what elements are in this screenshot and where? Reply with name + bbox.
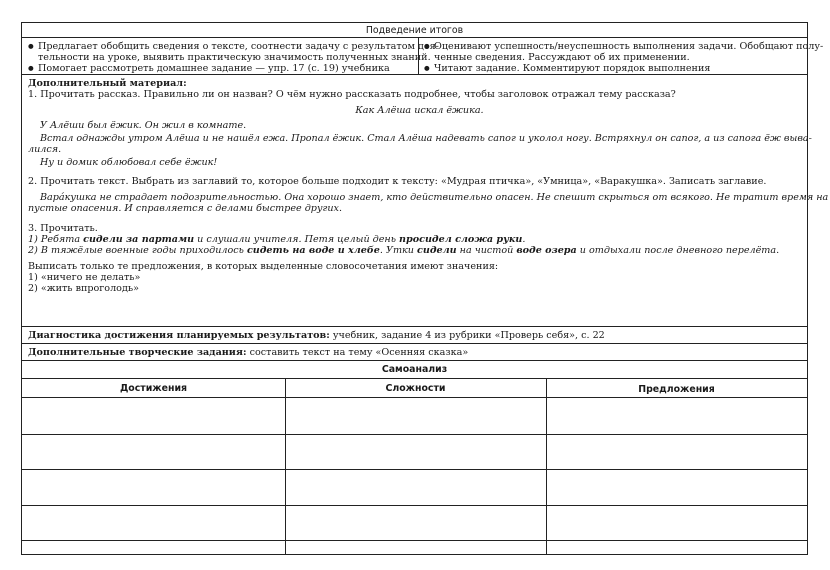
task-2: 2. Прочитать текст. Выбрать из заглавий то, которое больше подходит к тексту: «Мудрая птичка», «Умница», «Варакушка». Записать заглавие. [28,176,767,188]
text-2-line: пустые опасения. И справляется с делами быстрее других. [28,202,343,214]
summary-right-item: ● Читают задание. Комментируют порядок выполнения [424,63,804,74]
table-row-line [22,505,807,506]
summary-header-row [22,23,807,38]
s1-part: . [522,234,526,246]
summary-left [28,41,439,75]
table-row-line [22,469,807,470]
extra-material [28,78,829,295]
write-out-instruction: Выписать только те предложения, в которых выделенные словосочетания имеют значения: [28,260,499,272]
s2-part: 2) В тяжёлые военные годы приходилось [28,245,247,257]
lesson-plan-table [21,22,829,555]
column-divider [285,379,286,554]
s2-highlight: сидели [417,245,457,257]
s2-part: на чистой [456,245,517,257]
story-line: У Алёши был ёжик. Он жил в комнате. [40,119,247,131]
meaning-item: 1) «ничего не делать» [28,271,141,283]
s1-highlight: сидели за партами [83,234,195,246]
s1-highlight: просидел сложа руки [399,234,523,246]
diagnostics [28,330,605,341]
column-header-suggestions: Предложения [638,384,715,395]
extra-material-row [22,75,829,327]
selfanalysis-table [22,379,807,554]
summary-row [22,38,824,75]
s2-part: . Утки [379,245,417,257]
task-3: 3. Прочитать. [28,223,98,235]
creative-label: Дополнительные творческие задания: [28,347,247,358]
story-text [28,119,812,169]
summary-right [424,41,824,75]
creative-text: составить текст на тему «Осенняя сказка» [246,347,469,358]
story-line: Встал однажды утром Алёша и не нашёл ежа. Пропал ёжик. Стал Алёша надевать сапог и уколол ногу. Встряхнул он сапог, а из сапога ёж выва- [40,132,812,144]
selfanalysis-title: Самоанализ [381,364,448,375]
summary-right-item: ● Оценивают успешность/неуспешность выполнения задачи. Обобщают полу- ченные сведения. Рассуждают об их применении. [424,41,804,63]
diagnostics-label: Диагностика достижения планируемых результатов: [28,330,330,341]
extra-heading: Дополнительный материал: [28,78,187,89]
task-1: 1. Прочитать рассказ. Правильно ли он назван? О чём нужно рассказать подробнее, чтобы заголовок отражал тему рассказа? [28,89,676,101]
text-2 [28,191,829,214]
column-header-difficulties: Сложности [385,383,446,394]
s1-part: 1) Ребята [28,234,84,246]
sentence-2 [28,245,801,256]
text-2-line: Варáкушка не страдает подозрительностью. Она хорошо знает, кто действительно опасен. Не спешит скрыться от всякого. Не тратит время на [40,191,829,203]
column-divider [546,379,547,554]
story-title: Как Алёша искал ёжика. [355,105,484,117]
s1-part: и слушали учителя. Петя целый день [194,234,400,246]
selfanalysis-title-row [22,361,807,379]
s2-part: и отдыхали после дневного перелёта. [576,245,780,257]
table-row-line [22,540,807,541]
s2-highlight: воде озера [516,245,577,257]
summary-title: Подведение итогов [365,25,464,36]
column-header-achievements: Достижения [119,383,188,394]
story-line: Ну и домик облюбовал себе ёжик! [40,157,218,169]
table-row-line [22,397,807,398]
meaning-item: 2) «жить впроголодь» [28,283,139,295]
s2-highlight: сидеть на воде и хлебе [246,245,380,257]
table-row-line [22,434,807,435]
creative-tasks [28,347,468,358]
summary-left-item: ● Помогает рассмотреть домашнее задание — упр. 17 (с. 19) учебника [28,63,414,74]
diagnostics-text: учебник, задание 4 из рубрики «Проверь себя», с. 22 [329,330,605,341]
summary-left-item: ● Предлагает обобщить сведения о тексте, соотнести задачу с результатом дея- тельности на уроке, выявить практическую значимость полученных знаний. [28,41,414,63]
sentence-1 [28,234,801,245]
diagnostics-row [22,327,807,344]
story-line: лился. [28,144,62,156]
creative-row [22,344,807,361]
